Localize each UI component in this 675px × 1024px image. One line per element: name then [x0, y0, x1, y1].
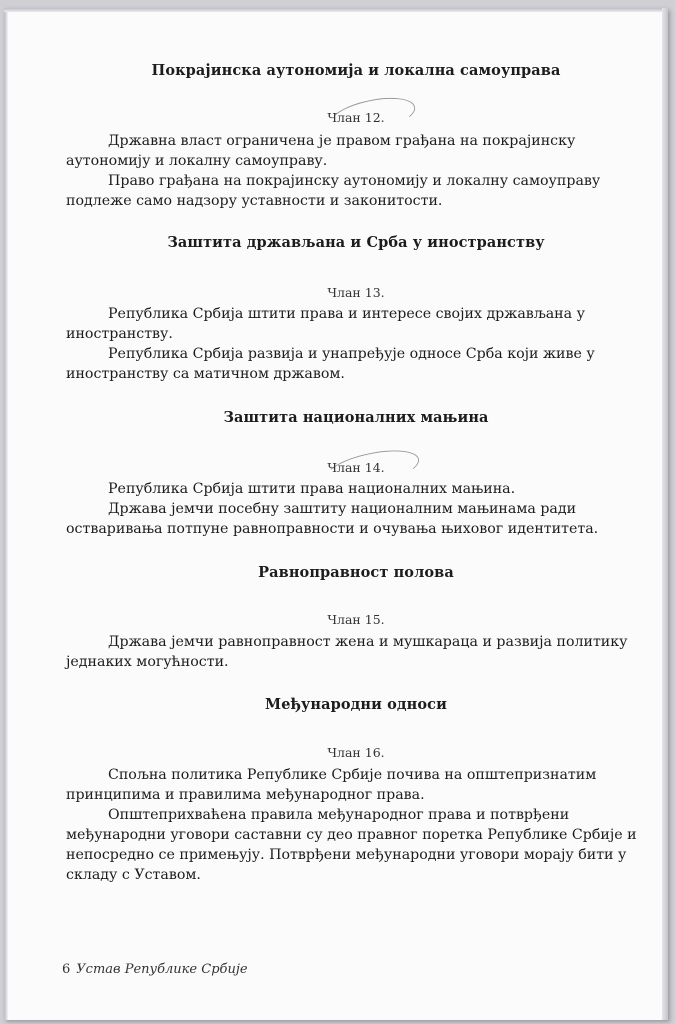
- book-title: Устав Републике Србије: [76, 962, 248, 977]
- paragraph: Република Србија развија и унапређује односе Срба који живе у иностранству са матичном државом.: [66, 346, 595, 382]
- paragraph: Држава јемчи равноправност жена и мушкараца и развија политику једнаких могућности.: [66, 634, 628, 670]
- paragraph: Држава јемчи посебну заштиту националним мањинама ради остваривања потпуне равноправности и очувања њиховог идентитета.: [66, 501, 599, 537]
- paragraph: Спољна политика Републике Србије почива на општепризнатим принципима и правилима међународног права.: [66, 767, 597, 803]
- page-left-edge: [4, 8, 8, 1020]
- article-number: Члан 13.: [327, 285, 385, 300]
- page-footer: [62, 962, 248, 977]
- section-heading: Покрајинска аутономија и локална самоуправа: [151, 62, 561, 79]
- article-number: Члан 15.: [327, 612, 385, 627]
- document-page: [4, 8, 668, 1020]
- paragraph: Република Србија штити права и интересе својих држављана у иностранству.: [66, 306, 585, 342]
- paragraph: Право грађана на покрајинску аутономију и локалну самоуправу подлеже само надзору уставности и законитости.: [66, 173, 601, 209]
- section-heading: Међународни односи: [265, 696, 447, 713]
- page-top-edge: [4, 8, 668, 12]
- paragraph: Државна власт ограничена је правом грађана на покрајинску аутономију и локалну самоуправу.: [66, 133, 576, 169]
- section-heading: Заштита националних мањина: [223, 409, 489, 426]
- article-number: Члан 14.: [327, 460, 385, 475]
- section-heading: Заштита држављана и Срба у иностранству: [167, 234, 545, 251]
- article-number: Члан 12.: [327, 110, 385, 125]
- article-number: Члан 16.: [327, 745, 385, 760]
- paragraph: Општеприхваћена правила међународног права и потврђени међународни уговори саставни су део правног поретка Републике Србије и непосредно се примењују. Потврђени међународни уговори морају бити у складу с Уставом.: [66, 807, 637, 883]
- paragraph: Република Србија штити права националних мањина.: [108, 481, 516, 497]
- section-heading: Равноправност полова: [258, 564, 454, 581]
- page-number: 6: [62, 962, 71, 977]
- page-right-edge: [662, 8, 668, 1020]
